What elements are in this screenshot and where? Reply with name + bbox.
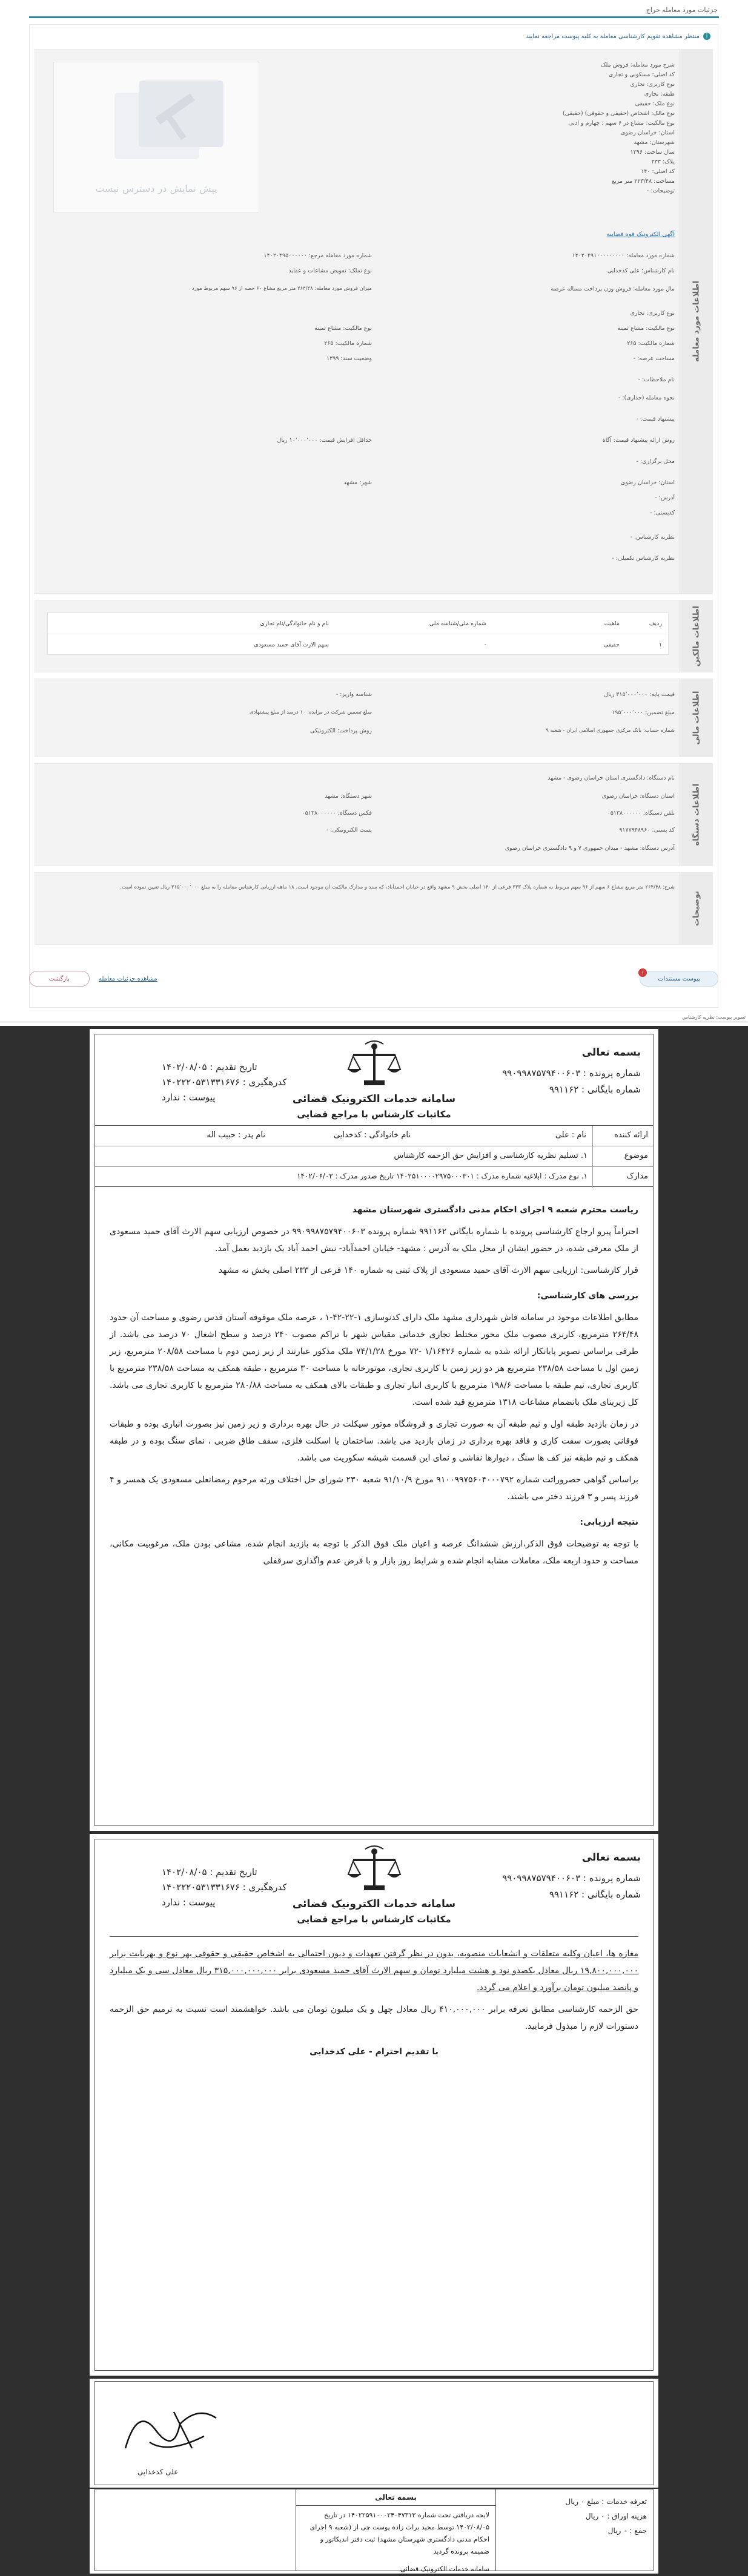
prop-field-2: نوع کاربری: تجاری	[630, 81, 675, 88]
document-body-2	[110, 1936, 638, 2060]
prop-field-1: کد اصلی: مسکونی و تجاری	[608, 71, 675, 78]
tx-row-2-right: مال مورد معامله: فروش وزن پرداخت مساله عرصه	[551, 286, 675, 292]
no-image-placeholder	[53, 62, 259, 213]
attachments-count-badge: ۱	[638, 968, 647, 977]
prop-field-13: توضیحات: -	[646, 188, 675, 194]
document-body	[110, 1193, 638, 1569]
ag-row-2-left: فکس دستگاه: ۰۵۱۳۸۰۰۰۰۰۰	[302, 810, 372, 816]
fin-row-1-left: مبلغ تضمین شرکت در مزایده: ۱۰ درصد از مبلغ پیشنهادی	[250, 709, 372, 715]
tx-row-6-right: مساحت عرصه: -	[633, 355, 675, 362]
subject-value: ۱. تسلیم نظریه کارشناسی و افزایش حق الزحمه کارشناس	[394, 1151, 587, 1160]
org-name-2: سامانه خدمات الکترونیک قضائی	[292, 1898, 456, 1910]
submit-date-2: تاریخ تقدیم : ۱۴۰۲/۰۸/۰۵	[162, 1867, 257, 1878]
ad-link[interactable]: آگهی الکترونیک قوه قضاییه	[606, 231, 675, 238]
col-row: ردیف	[649, 620, 662, 627]
prop-field-8: شهرستان: مشهد	[634, 139, 675, 146]
document-page-2	[90, 1834, 658, 2376]
section-financial	[35, 678, 713, 757]
para-heirs: براساس گواهی حصروراثت شماره ۹۱۰۰۹۹۷۵۶۰۴۰۰۰۷۹۲ مورخ ۹۱/۱۰/۹ شعبه ۲۳۰ شورای حل اختلاف ورثه مرحوم رمضانعلی مسعودی یک همسر و ۴ فرزند پسر و ۳ فرزند دختر می باشند.	[110, 1475, 639, 1502]
prop-field-9: سال ساخت: ۱۳۹۶	[630, 149, 675, 156]
attachments-button[interactable]: پیوست مستندات	[640, 971, 718, 987]
submitter-last: نام خانوادگی : کدخدایی	[333, 1131, 411, 1140]
fin-row-2-right: شماره حساب: بانک مرکزی جمهوری اسلامی ایران - شعبه ۹	[546, 728, 675, 734]
ag-row-2-right: تلفن دستگاه: ۰۵۱۳۸۰۰۰۰۰۰	[607, 810, 675, 816]
submitter-first: نام : علی	[555, 1131, 586, 1140]
tx-extra-7: شهر: مشهد	[343, 479, 372, 486]
registration-org: سامانه خدمات الکترونیک قضائی	[400, 2565, 489, 2573]
tab-financial: اطلاعات مالی	[680, 679, 712, 757]
tab-owners: اطلاعات مالکین	[680, 600, 712, 672]
fee-column	[495, 2489, 653, 2571]
prop-field-10: پلاک: ۲۳۳	[651, 159, 675, 165]
tx-row-5-left: شماره مالکیت: ۲۶۵	[324, 340, 372, 347]
signature-box	[90, 2379, 658, 2488]
org-subtitle-2: مکاتبات کارشناس با مراجع قضایی	[297, 1914, 451, 1925]
tx-row-2-left: میزان فروش مورد معامله: ۲۶۴/۴۸ متر مربع مشاع ۶۰ حصه از ۹۶ سهم مربوط مورد	[191, 286, 372, 292]
owners-header-row	[48, 613, 668, 634]
docs-label: مدارک	[592, 1167, 653, 1188]
para-review: مطابق اطلاعات موجود در سامانه فاش شهرداری مشهد ملک دارای کدنوسازی ۱-۲۲-۴۲-۱ ، عرصه ملک موقوفه آستان قدس رضوی و مساحت آن حدود ۲۶۴/۴۸ مترمربع، کاربری مصوب ملک محور مختلط تجاری خدماتی مقیاس شهر با تراکم مصوب ۲۴۰ درصد و سطح اشغال ۷۰ درصد می باشد. از طرفی براساس تصویر پایانکار ارائه شده به شماره ۱/۱۶۴۲۶ -۷۲ مورخ ۷۴/۱/۲۸ ملک مذکور عبارتند از زیر زمین دوم با مساحت ۲۰۸/۵۸ مترمربع، زیر زمین اول با مساحت ۲۳۸/۵۸ مترمربع هر دو زیر زمین با کاربری تجاری، موتورخانه با مساحت ۳۰ مترمربع ، طبقه همکف به مساحت ۲۳۸/۵۸ مترمربع با کاربری تجاری، نیم طبقه با مساحت ۱۹۸/۶ مترمربع با کاربری انبار تجاری و طبقات بالای همکف به مساحت ۲۸۰/۸۸ مترمربع با کاربری تجاری می باشد. کل زیربنای ملک بانضمام مشاعات ۱۳۱۸ مترمربع قید شده است.	[110, 1313, 639, 1407]
tx-extra-8: آدرس: -	[655, 494, 675, 501]
details-card	[29, 24, 718, 1008]
tab-agency: اطلاعات دستگاه	[680, 764, 712, 866]
fee-service: تعرفه خدمات : مبلغ ۰ ریال	[565, 2497, 647, 2506]
addressee: ریاست محترم شعبه ۹ اجرای احکام مدنی دادگستری شهرستان مشهد	[352, 1205, 638, 1215]
attachment-info-2: پیوست : ندارد	[162, 1897, 216, 1908]
ag-row-1-right: استان دستگاه: خراسان رضوی	[601, 793, 675, 800]
tx-extra-10: نظریه کارشناس: -	[630, 534, 675, 540]
scales-of-justice-icon	[347, 1845, 402, 1894]
col-name: نام و نام خانوادگی/نام تجاری	[260, 620, 329, 627]
cell-national-id: -	[484, 642, 486, 648]
prop-field-5: نوع مالک: اشخاص (حقیقی و حقوقی) (حقیقی)	[562, 110, 675, 117]
info-icon: i	[703, 33, 710, 40]
prop-field-4: نوع ملک: حقیقی	[635, 100, 675, 107]
signer-name: علی کدخدایی	[137, 2468, 179, 2476]
tx-row-1-right: نام کارشناس: علی کدخدایی	[607, 268, 675, 274]
tx-row-0-left: شماره مورد معامله مرجع: ۱۴۰۲۰۴۹۵۰۰۰۰۰۰	[263, 252, 372, 259]
registration-column	[296, 2489, 495, 2571]
tx-extra-1: نحوه معامله (حذاری): -	[618, 395, 675, 401]
bism-heading-2: بسمه تعالی	[581, 1852, 641, 1864]
table-row	[48, 634, 668, 656]
attachment-label: تصویر پیوست: نظریه کارشناس	[682, 1014, 746, 1020]
bottom-bar	[29, 968, 718, 989]
tx-extra-0: نام ملاحظات: -	[638, 376, 675, 383]
description-text: شرح: ۲۶۴/۴۸ متر مربع مشاع ۶ سهم از ۹۶ سهم مربوط به شماره پلاک ۲۳۳ فرعی از ۱۴۰ اصلی بخش ۹ مشهد واقع در خیابان احمدآباد، که سند و مدارک مالکیت آن موجود است. ۱۸ ماهه ارزیابی کارشناس معامله را به مبلغ ۳۱۵٬۰۰۰٬۰۰۰ ریال تعیین نموده است.	[120, 884, 675, 890]
para-valuation: مغازه ها، اعیان وکلیه متعلقات و انشعابات منصوبه، بدون در نظر گرفتن تعهدات و دیون احتمالی به اشخاص حقیقی و حقوقی بهر نوع و بهربابت برابر ۱۹,۸۰۰,۰۰۰,۰۰۰ ریال معادل یکصدو نود و هشت میلیارد تومان و سهم الارث آقای حمید مسعودی برابر ۳۱۵,۰۰۰,۰۰۰,۰۰۰ ریال معادل سی و یک میلیارد و پانصد میلیون تومان برآورد و اعلام می گردد.	[110, 1949, 638, 1993]
document-page-1	[90, 1029, 658, 1831]
tx-row-4-left: نوع مالکیت: مشاع ثمینه	[314, 325, 372, 332]
tx-extra-5: محل برگزاری: -	[636, 458, 675, 465]
ag-row-3-left: پست الکترونیکی: -	[326, 827, 372, 833]
cell-row: ۱	[658, 642, 662, 648]
section-owners	[35, 600, 713, 672]
prop-field-3: طبقه: تجاری	[644, 91, 675, 97]
judiciary-logo-block	[283, 1040, 465, 1120]
tx-row-4-right: نوع مالکیت: مشاع ثمینه	[617, 325, 675, 332]
ag-row-0: نام دستگاه: دادگستری استان خراسان رضوی - مشهد	[548, 775, 675, 781]
section-agency	[35, 763, 713, 866]
gavel-icon	[54, 62, 259, 183]
subject-label: موضوع	[592, 1146, 653, 1166]
prop-field-12: مساحت: ۲۲۳/۴۸ متر مربع	[612, 178, 675, 185]
fee-total: جمع : ۰ ریال	[607, 2526, 647, 2535]
owners-table	[47, 613, 669, 655]
fee-paper: هزینه اوراق : ۰ ریال	[585, 2512, 647, 2520]
ag-row-1-left: شهر دستگاه: مشهد	[325, 793, 372, 800]
judiciary-logo-block-2	[283, 1845, 465, 1925]
fin-row-0-right: قیمت پایه: ۳۱۵٬۰۰۰٬۰۰۰ ریال	[604, 691, 675, 698]
prop-field-6: نوع مالکیت: مشاع در ۶ سهم : چهارم و ادنی	[568, 120, 675, 126]
heading-result: نتیجه ارزیابی:	[580, 1517, 638, 1527]
para-result: با توجه به توضیحات فوق الذکر،ارزش ششدانگ عرصه و اعیان ملک فوق الذکر با توجه به بازدید انجام شده، مشاعی بودن ملک، مرغوبیت مکانی، مساحت و حدود اربعه ملک، معاملات مشابه انجام شده و شرایط روز بازار و با فرض عدم واگذاری سرقفلی	[110, 1539, 638, 1566]
fin-row-2-left: روش پرداخت: الکترونیکی	[309, 728, 372, 734]
col-national-id: شماره ملی/شناسه ملی	[429, 620, 486, 627]
tx-extra-11: نظریه کارشناس تکمیلی: -	[612, 555, 675, 562]
submitter-father: نام پدر : حبیب اله	[207, 1131, 265, 1140]
ag-row-4: آدرس دستگاه: مشهد - میدان جمهوری ۷ و ۹ دادگستری خراسان رضوی	[505, 845, 675, 852]
org-subtitle: مکاتبات کارشناس با مراجع قضایی	[297, 1109, 451, 1120]
notice-bar	[37, 30, 710, 43]
bism-heading: بسمه تعالی	[581, 1046, 641, 1059]
signature-image	[113, 2394, 234, 2466]
submit-date: تاریخ تقدیم : ۱۴۰۲/۰۸/۰۵	[162, 1062, 257, 1073]
tx-row-3-right: نوع کاربری: تجاری	[630, 310, 675, 317]
section-description	[35, 872, 713, 945]
tx-extra-4: حداقل افزایش قیمت: ۱۰٬۰۰۰٬۰۰۰ ریال	[277, 437, 372, 444]
para-intro: احتراماً پیرو ارجاع کارشناسی پرونده با شماره بایگانی ۹۹۱۱۶۲ شماره پرونده ۹۹۰۹۹۸۷۵۷۹۴۰۰۶۰۳ در خصوص ارزیابی سهم الارث آقای حمید مسعودی از ملک معرفی شده، در حضور ایشان از محل ملک به آدرس : مشهد- خیابان احمدآباد- نبش احمد آباد یک بازدید بعمل آمد.	[110, 1227, 638, 1254]
attachment-info: پیوست : ندارد	[162, 1092, 216, 1103]
notice-text: منتظر مشاهده تقویم کارشناسی معامله به کلیه پیوست مراجعه نمایید	[526, 33, 700, 40]
org-name: سامانه خدمات الکترونیک قضائی	[292, 1093, 456, 1105]
view-details-link[interactable]: مشاهده جزئیات معامله	[99, 976, 157, 982]
prop-field-0: شرح مورد معامله: فروش ملک	[600, 62, 675, 68]
tab-transaction: اطلاعات مورد معامله	[680, 50, 712, 593]
document-header	[95, 1034, 653, 1125]
heading-review: بررسی های کارشناسی:	[537, 1291, 638, 1301]
tracking-code-2: کدرهگیری : ۱۴۰۲۲۲۰۵۳۱۳۳۱۶۷۶	[162, 1882, 287, 1893]
prop-field-7: استان: خراسان رضوی	[620, 130, 675, 136]
tx-extra-2: پیشنهاد قیمت: -	[636, 416, 675, 422]
registration-heading: بسمه تعالی	[296, 2489, 495, 2506]
fin-row-0-left: شناسه واریز: -	[336, 691, 372, 698]
file-number-2: شماره پرونده : ۹۹۰۹۹۸۷۵۷۹۴۰۰۶۰۳	[502, 1873, 641, 1884]
back-button[interactable]: بازگشت	[29, 971, 90, 987]
submitter-label: ارائه کننده	[592, 1126, 653, 1146]
scales-of-justice-icon	[347, 1040, 402, 1089]
page-title: جزئیات مورد معامله حراج	[646, 6, 718, 14]
header-divider	[29, 16, 719, 18]
document-header-2	[95, 1839, 653, 1930]
tx-extra-6: استان: خراسان رضوی	[620, 479, 675, 486]
tx-row-6-left: وضعیت سند: ۱۳۹۹	[326, 355, 372, 362]
tracking-code: کدرهگیری : ۱۴۰۲۲۲۰۵۳۱۳۳۱۶۷۶	[162, 1077, 287, 1088]
cell-name: سهم الارث آقای حمید مسعودی	[254, 642, 329, 648]
ag-row-3-right: کد پستی: ۹۱۷۷۹۴۸۹۶۰	[619, 827, 675, 833]
tx-row-1-left: نوع تملک: تفویض مشاعات و عقاید	[288, 268, 372, 274]
document-footer	[90, 2489, 658, 2574]
page-header	[0, 0, 748, 22]
tx-extra-9: کدپستی: -	[649, 510, 675, 516]
file-number: شماره پرونده : ۹۹۰۹۹۸۷۵۷۹۴۰۰۶۰۳	[502, 1068, 641, 1079]
section-transaction	[35, 49, 713, 594]
prop-field-11: کد اصلی: ۱۴۰	[641, 168, 675, 175]
archive-number-2: شماره بایگانی : ۹۹۱۱۶۲	[549, 1889, 641, 1900]
cell-type: حقیقی	[603, 642, 620, 648]
para-order: قرار کارشناسی: ارزیابی سهم الارث آقای حمید مسعودی از پلاک ثبتی به شماره ۱۴۰ فرعی از ۲۳۳ اصلی بخش نه مشهد	[218, 1266, 638, 1275]
tx-row-0-right: شماره مورد معامله: ۱۴۰۲۰۴۹۱۰۰۰۰۰۰۰۰۰	[572, 252, 675, 259]
registration-text: لایحه دریافتی تحت شماره ۱۴۰۲۲۵۹۱۰۰۰۲۴۰۴۷۳۱۳ در تاریخ ۱۴۰۲/۰۸/۰۵ توسط مجید برات زاده پوست چی از (شعبه ۹ اجرای احکام مدنی دادگستری شهرستان مشهد) ثبت دفتر اندیکاتور و ضمیمه پرونده گردید	[309, 2511, 489, 2555]
tx-row-5-right: شماره مالکیت: ۲۶۵	[627, 340, 675, 347]
archive-number: شماره بایگانی : ۹۹۱۱۶۲	[549, 1084, 641, 1095]
para-fee: حق الزحمه کارشناسی مطابق تعرفه برابر ۴۱۰,۰۰۰,۰۰۰ ریال معادل چهل و یک میلیون تومان می باشد. خواهشمند است نسبت به ترمیم حق الزحمه دستورات لازم را مبذول فرمایید.	[110, 2005, 638, 2031]
closing: با تقدیم احترام - علی کدخدایی	[309, 2047, 439, 2057]
tx-extra-3: روش ارائه پیشنهاد قیمت: آگاه	[602, 437, 675, 444]
para-visit: در زمان بازدید طبقه اول و نیم طبقه آن به صورت تجاری و فروشگاه موتور سیکلت در حال بهره برداری و زیر زمین نیز بصورت انباری بوده و طبقات فوقانی بصورت سفت کاری و فاقد بهره برداری در زمان بازدید می باشد. ساختمان با اسکلت فلزی، سقف طاق ضربی ، نمای سنگ بوده و در طبقه همکف و نیم طبقه نیز کف ها سنگ ، دیوارها نقاشی و نمای این قسمت شیشه سکوریت می باشد.	[110, 1419, 638, 1463]
col-type: ماهیت	[604, 620, 620, 627]
tab-description: توضیحات	[680, 873, 712, 944]
no-image-caption: پیش نمایش در دسترس نیست	[95, 183, 217, 194]
fin-row-1-right: مبلغ تضمین: ۱۹۵٬۰۰۰٬۰۰۰	[612, 709, 675, 716]
docs-value: ۱. نوع مدرک : ابلاغیه شماره مدرک : ۱۴۰۲۵۱۰۰۰۰۲۹۷۵۰۰۰۳۰۱ تاریخ صدور مدرک : ۱۴۰۲/۰۶/۰۲	[297, 1172, 587, 1180]
document-meta-table	[95, 1125, 653, 1187]
